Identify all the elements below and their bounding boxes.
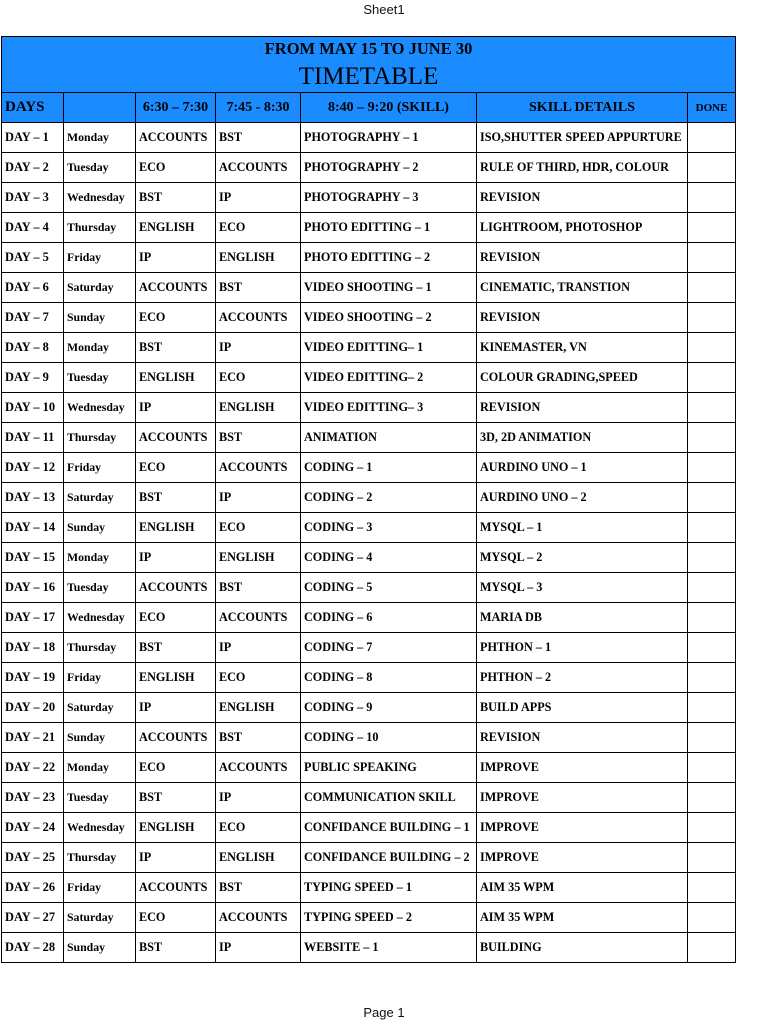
slot-2-cell: ENGLISH — [216, 393, 301, 423]
weekday-cell: Friday — [64, 873, 136, 903]
table-row — [2, 303, 736, 333]
skill-details-cell: COLOUR GRADING,SPEED — [477, 363, 688, 393]
slot-1-cell: ENGLISH — [136, 213, 216, 243]
header-skill-details: SKILL DETAILS — [477, 93, 688, 123]
table-row — [2, 573, 736, 603]
table-row — [2, 423, 736, 453]
banner-date-range: FROM MAY 15 TO JUNE 30 — [2, 37, 736, 62]
slot-1-cell: ENGLISH — [136, 813, 216, 843]
slot-2-cell: BST — [216, 723, 301, 753]
skill-details-cell: BUILDING — [477, 933, 688, 963]
day-cell: DAY – 16 — [2, 573, 64, 603]
slot-2-cell: ECO — [216, 663, 301, 693]
table-row — [2, 933, 736, 963]
done-cell — [688, 333, 736, 363]
weekday-cell: Sunday — [64, 513, 136, 543]
skill-cell: WEBSITE – 1 — [301, 933, 477, 963]
done-cell — [688, 753, 736, 783]
weekday-cell: Monday — [64, 753, 136, 783]
header-row — [2, 93, 736, 123]
skill-cell: TYPING SPEED – 1 — [301, 873, 477, 903]
weekday-cell: Tuesday — [64, 783, 136, 813]
weekday-cell: Wednesday — [64, 393, 136, 423]
done-cell — [688, 603, 736, 633]
done-cell — [688, 903, 736, 933]
done-cell — [688, 363, 736, 393]
weekday-cell: Saturday — [64, 483, 136, 513]
weekday-cell: Wednesday — [64, 603, 136, 633]
slot-2-cell: ECO — [216, 513, 301, 543]
weekday-cell: Saturday — [64, 693, 136, 723]
slot-1-cell: IP — [136, 693, 216, 723]
slot-2-cell: ACCOUNTS — [216, 903, 301, 933]
banner-title-row — [2, 61, 736, 93]
skill-details-cell: AURDINO UNO – 2 — [477, 483, 688, 513]
skill-details-cell: 3D, 2D ANIMATION — [477, 423, 688, 453]
slot-2-cell: ACCOUNTS — [216, 453, 301, 483]
slot-1-cell: IP — [136, 243, 216, 273]
weekday-cell: Thursday — [64, 423, 136, 453]
sheet-title: Sheet1 — [363, 2, 405, 17]
done-cell — [688, 393, 736, 423]
weekday-cell: Thursday — [64, 633, 136, 663]
slot-1-cell: IP — [136, 393, 216, 423]
skill-cell: CODING – 7 — [301, 633, 477, 663]
done-cell — [688, 813, 736, 843]
skill-cell: VIDEO EDITTING– 1 — [301, 333, 477, 363]
slot-1-cell: ACCOUNTS — [136, 423, 216, 453]
slot-1-cell: BST — [136, 333, 216, 363]
slot-1-cell: BST — [136, 933, 216, 963]
slot-1-cell: ECO — [136, 603, 216, 633]
day-cell: DAY – 27 — [2, 903, 64, 933]
skill-details-cell: RULE OF THIRD, HDR, COLOUR — [477, 153, 688, 183]
slot-1-cell: ENGLISH — [136, 663, 216, 693]
slot-1-cell: ECO — [136, 453, 216, 483]
weekday-cell: Saturday — [64, 273, 136, 303]
table-row — [2, 333, 736, 363]
banner-title: TIMETABLE — [2, 61, 736, 93]
skill-details-cell: IMPROVE — [477, 813, 688, 843]
slot-2-cell: ACCOUNTS — [216, 753, 301, 783]
weekday-cell: Thursday — [64, 213, 136, 243]
weekday-cell: Monday — [64, 543, 136, 573]
slot-1-cell: ACCOUNTS — [136, 123, 216, 153]
done-cell — [688, 453, 736, 483]
table-row — [2, 513, 736, 543]
weekday-cell: Monday — [64, 123, 136, 153]
weekday-cell: Sunday — [64, 303, 136, 333]
slot-2-cell: ECO — [216, 363, 301, 393]
skill-cell: CODING – 4 — [301, 543, 477, 573]
skill-cell: VIDEO EDITTING– 2 — [301, 363, 477, 393]
done-cell — [688, 183, 736, 213]
skill-details-cell: KINEMASTER, VN — [477, 333, 688, 363]
done-cell — [688, 213, 736, 243]
done-cell — [688, 693, 736, 723]
weekday-cell: Friday — [64, 663, 136, 693]
skill-details-cell: MYSQL – 1 — [477, 513, 688, 543]
table-row — [2, 453, 736, 483]
done-cell — [688, 783, 736, 813]
skill-details-cell: CINEMATIC, TRANSTION — [477, 273, 688, 303]
slot-1-cell: ECO — [136, 903, 216, 933]
table-row — [2, 693, 736, 723]
day-cell: DAY – 24 — [2, 813, 64, 843]
day-cell: DAY – 11 — [2, 423, 64, 453]
skill-cell: PHOTOGRAPHY – 2 — [301, 153, 477, 183]
skill-details-cell: ISO,SHUTTER SPEED APPURTURE — [477, 123, 688, 153]
header-skill: 8:40 – 9:20 (SKILL) — [301, 93, 477, 123]
slot-2-cell: BST — [216, 423, 301, 453]
day-cell: DAY – 6 — [2, 273, 64, 303]
weekday-cell: Saturday — [64, 903, 136, 933]
slot-1-cell: ACCOUNTS — [136, 573, 216, 603]
header-slot-1: 6:30 – 7:30 — [136, 93, 216, 123]
skill-cell: ANIMATION — [301, 423, 477, 453]
timetable — [1, 36, 736, 963]
table-row — [2, 633, 736, 663]
slot-1-cell: ECO — [136, 153, 216, 183]
skill-details-cell: REVISION — [477, 723, 688, 753]
skill-details-cell: BUILD APPS — [477, 693, 688, 723]
done-cell — [688, 243, 736, 273]
slot-2-cell: BST — [216, 573, 301, 603]
done-cell — [688, 933, 736, 963]
table-row — [2, 183, 736, 213]
skill-details-cell: IMPROVE — [477, 843, 688, 873]
slot-2-cell: IP — [216, 183, 301, 213]
weekday-cell: Friday — [64, 243, 136, 273]
skill-cell: PHOTOGRAPHY – 1 — [301, 123, 477, 153]
slot-1-cell: ENGLISH — [136, 513, 216, 543]
slot-2-cell: IP — [216, 483, 301, 513]
day-cell: DAY – 19 — [2, 663, 64, 693]
skill-cell: CODING – 5 — [301, 573, 477, 603]
table-row — [2, 813, 736, 843]
day-cell: DAY – 9 — [2, 363, 64, 393]
slot-1-cell: IP — [136, 543, 216, 573]
done-cell — [688, 723, 736, 753]
slot-1-cell: ACCOUNTS — [136, 723, 216, 753]
done-cell — [688, 123, 736, 153]
day-cell: DAY – 26 — [2, 873, 64, 903]
slot-2-cell: IP — [216, 783, 301, 813]
done-cell — [688, 483, 736, 513]
day-cell: DAY – 23 — [2, 783, 64, 813]
skill-cell: PHOTOGRAPHY – 3 — [301, 183, 477, 213]
weekday-cell: Tuesday — [64, 153, 136, 183]
skill-details-cell: LIGHTROOM, PHOTOSHOP — [477, 213, 688, 243]
day-cell: DAY – 28 — [2, 933, 64, 963]
slot-2-cell: ACCOUNTS — [216, 153, 301, 183]
skill-cell: VIDEO SHOOTING – 2 — [301, 303, 477, 333]
slot-1-cell: ECO — [136, 753, 216, 783]
done-cell — [688, 423, 736, 453]
day-cell: DAY – 12 — [2, 453, 64, 483]
skill-details-cell: MARIA DB — [477, 603, 688, 633]
header-weekday — [64, 93, 136, 123]
slot-2-cell: ENGLISH — [216, 843, 301, 873]
slot-1-cell: BST — [136, 633, 216, 663]
done-cell — [688, 843, 736, 873]
skill-cell: TYPING SPEED – 2 — [301, 903, 477, 933]
header-done: DONE — [688, 93, 736, 123]
skill-cell: PHOTO EDITTING – 2 — [301, 243, 477, 273]
banner-date-range-row — [2, 37, 736, 62]
day-cell: DAY – 17 — [2, 603, 64, 633]
table-row — [2, 393, 736, 423]
skill-cell: CONFIDANCE BUILDING – 2 — [301, 843, 477, 873]
day-cell: DAY – 2 — [2, 153, 64, 183]
header-slot-2: 7:45 - 8:30 — [216, 93, 301, 123]
table-row — [2, 843, 736, 873]
slot-2-cell: ACCOUNTS — [216, 603, 301, 633]
header-days: DAYS — [2, 93, 64, 123]
slot-1-cell: IP — [136, 843, 216, 873]
weekday-cell: Wednesday — [64, 183, 136, 213]
slot-2-cell: ECO — [216, 813, 301, 843]
skill-cell: CODING – 6 — [301, 603, 477, 633]
day-cell: DAY – 25 — [2, 843, 64, 873]
day-cell: DAY – 15 — [2, 543, 64, 573]
skill-cell: CODING – 1 — [301, 453, 477, 483]
done-cell — [688, 513, 736, 543]
table-row — [2, 783, 736, 813]
skill-details-cell: AIM 35 WPM — [477, 903, 688, 933]
done-cell — [688, 873, 736, 903]
weekday-cell: Monday — [64, 333, 136, 363]
table-row — [2, 663, 736, 693]
day-cell: DAY – 13 — [2, 483, 64, 513]
slot-2-cell: IP — [216, 633, 301, 663]
slot-2-cell: ECO — [216, 213, 301, 243]
day-cell: DAY – 18 — [2, 633, 64, 663]
slot-1-cell: BST — [136, 783, 216, 813]
weekday-cell: Friday — [64, 453, 136, 483]
table-row — [2, 213, 736, 243]
skill-cell: COMMUNICATION SKILL — [301, 783, 477, 813]
slot-2-cell: BST — [216, 873, 301, 903]
slot-1-cell: ECO — [136, 303, 216, 333]
skill-details-cell: MYSQL – 2 — [477, 543, 688, 573]
weekday-cell: Wednesday — [64, 813, 136, 843]
slot-2-cell: BST — [216, 123, 301, 153]
slot-1-cell: ENGLISH — [136, 363, 216, 393]
done-cell — [688, 663, 736, 693]
weekday-cell: Sunday — [64, 933, 136, 963]
slot-2-cell: ENGLISH — [216, 243, 301, 273]
slot-2-cell: IP — [216, 333, 301, 363]
table-row — [2, 483, 736, 513]
done-cell — [688, 273, 736, 303]
done-cell — [688, 573, 736, 603]
skill-cell: CONFIDANCE BUILDING – 1 — [301, 813, 477, 843]
slot-1-cell: BST — [136, 483, 216, 513]
slot-2-cell: IP — [216, 933, 301, 963]
day-cell: DAY – 5 — [2, 243, 64, 273]
done-cell — [688, 153, 736, 183]
skill-details-cell: PHTHON – 2 — [477, 663, 688, 693]
slot-2-cell: BST — [216, 273, 301, 303]
skill-details-cell: MYSQL – 3 — [477, 573, 688, 603]
day-cell: DAY – 10 — [2, 393, 64, 423]
skill-details-cell: REVISION — [477, 183, 688, 213]
skill-details-cell: IMPROVE — [477, 783, 688, 813]
page-footer: Page 1 — [363, 1005, 405, 1020]
day-cell: DAY – 1 — [2, 123, 64, 153]
skill-cell: PUBLIC SPEAKING — [301, 753, 477, 783]
table-row — [2, 723, 736, 753]
weekday-cell: Tuesday — [64, 363, 136, 393]
skill-cell: VIDEO SHOOTING – 1 — [301, 273, 477, 303]
weekday-cell: Sunday — [64, 723, 136, 753]
slot-2-cell: ACCOUNTS — [216, 303, 301, 333]
skill-details-cell: AURDINO UNO – 1 — [477, 453, 688, 483]
skill-cell: VIDEO EDITTING– 3 — [301, 393, 477, 423]
skill-cell: CODING – 2 — [301, 483, 477, 513]
table-row — [2, 873, 736, 903]
table-row — [2, 603, 736, 633]
day-cell: DAY – 14 — [2, 513, 64, 543]
skill-details-cell: REVISION — [477, 243, 688, 273]
skill-cell: PHOTO EDITTING – 1 — [301, 213, 477, 243]
table-row — [2, 543, 736, 573]
skill-cell: CODING – 8 — [301, 663, 477, 693]
table-row — [2, 753, 736, 783]
weekday-cell: Thursday — [64, 843, 136, 873]
table-row — [2, 243, 736, 273]
table-row — [2, 363, 736, 393]
day-cell: DAY – 20 — [2, 693, 64, 723]
day-cell: DAY – 7 — [2, 303, 64, 333]
table-row — [2, 903, 736, 933]
slot-1-cell: BST — [136, 183, 216, 213]
slot-2-cell: ENGLISH — [216, 693, 301, 723]
done-cell — [688, 633, 736, 663]
day-cell: DAY – 22 — [2, 753, 64, 783]
day-cell: DAY – 4 — [2, 213, 64, 243]
skill-cell: CODING – 9 — [301, 693, 477, 723]
skill-details-cell: AIM 35 WPM — [477, 873, 688, 903]
table-row — [2, 123, 736, 153]
skill-details-cell: REVISION — [477, 303, 688, 333]
table-row — [2, 273, 736, 303]
day-cell: DAY – 8 — [2, 333, 64, 363]
day-cell: DAY – 21 — [2, 723, 64, 753]
skill-cell: CODING – 10 — [301, 723, 477, 753]
skill-details-cell: PHTHON – 1 — [477, 633, 688, 663]
skill-cell: CODING – 3 — [301, 513, 477, 543]
table-row — [2, 153, 736, 183]
slot-1-cell: ACCOUNTS — [136, 873, 216, 903]
slot-1-cell: ACCOUNTS — [136, 273, 216, 303]
day-cell: DAY – 3 — [2, 183, 64, 213]
skill-details-cell: IMPROVE — [477, 753, 688, 783]
skill-details-cell: REVISION — [477, 393, 688, 423]
done-cell — [688, 543, 736, 573]
slot-2-cell: ENGLISH — [216, 543, 301, 573]
weekday-cell: Tuesday — [64, 573, 136, 603]
done-cell — [688, 303, 736, 333]
